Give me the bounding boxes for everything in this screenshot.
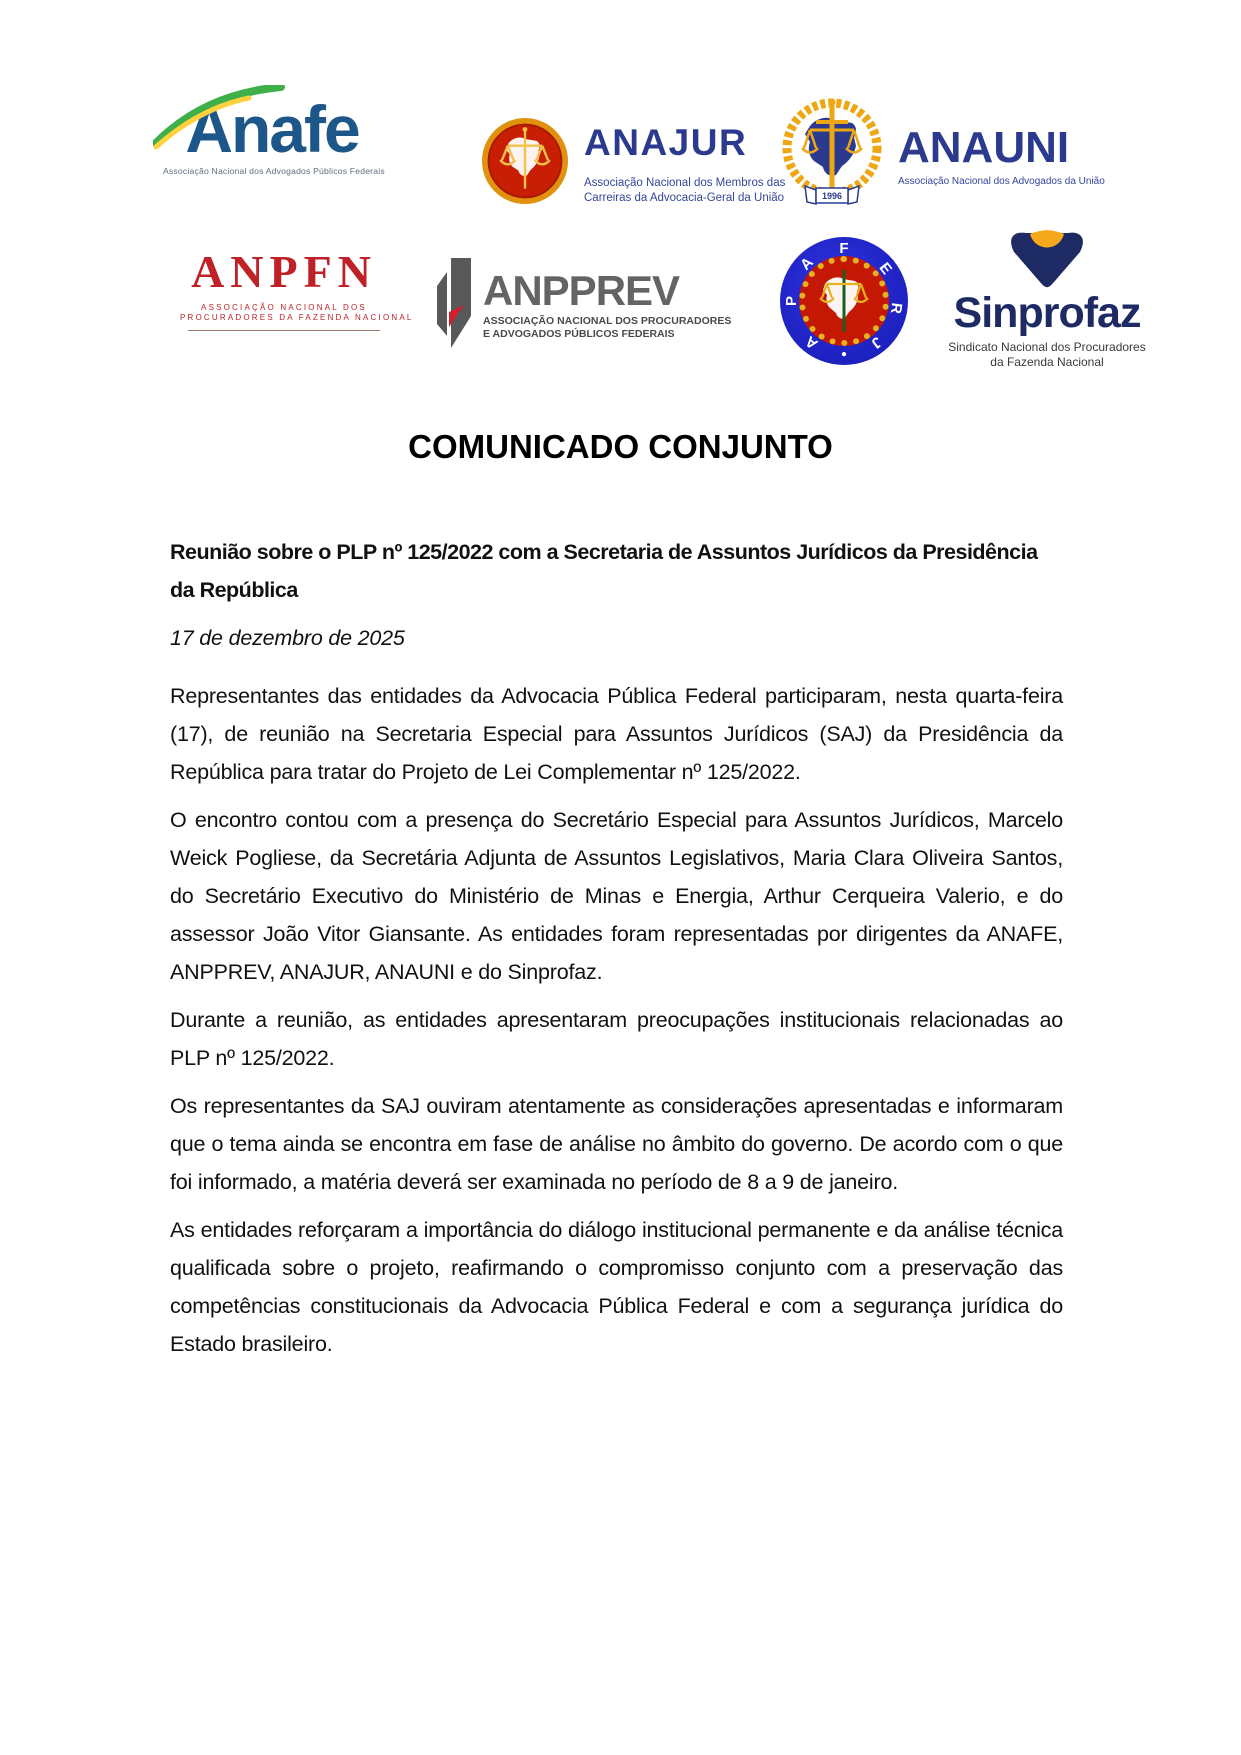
paragraph: As entidades reforçaram a importância do diálogo institucional permanente e da análise técnica qualificada sobre o projeto, reafirmando o compromisso conjunto com a preservação das competências constitucionais da Advocacia Pública Federal e com a segurança jurídica do Estado brasileiro. [170, 1218, 1063, 1356]
anpfn-underline [188, 330, 380, 331]
anafe-name: Anafe [185, 92, 359, 166]
apaferj-letter: E [875, 259, 896, 278]
paragraph: O encontro contou com a presença do Secretário Especial para Assuntos Jurídicos, Marcelo Weick Pogliese, da Secretária Adjunta de Assuntos Legislativos, Maria Clara Oliveira Santos, do Secretário Executivo do Ministério de Minas e Energia, Arthur Cerqueira Valerio, e do assessor João Vitor Giansante. As entidades foram representadas por dirigentes da ANAFE, ANPPREV, ANAJUR, ANAUNI e do Sinprofaz. [170, 808, 1063, 984]
document-date: 17 de dezembro de 2025 [170, 626, 405, 650]
anajur-scales-emblem-icon [482, 118, 568, 204]
anajur-wordmark: ANAJUR [584, 122, 748, 163]
anafe-wordmark [163, 92, 381, 166]
paragraph: Durante a reunião, as entidades apresentaram preocupações institucionais relacionadas ao PLP nº 125/2022. [170, 1008, 1063, 1070]
apaferj-letter: F [839, 240, 849, 257]
document-heading: Reunião sobre o PLP nº 125/2022 com a Secretaria de Assuntos Jurídicos da Presidência da República [170, 540, 1038, 602]
anpfn-subtitle: ASSOCIAÇÃO NACIONAL DOS PROCURADORES DA FAZENDA NACIONAL [180, 303, 414, 322]
anafe-logo [163, 92, 385, 176]
document-title: COMUNICADO CONJUNTO [408, 428, 833, 465]
anauni-wordmark: ANAUNI [898, 123, 1070, 172]
anauni-logo [776, 96, 1105, 215]
anauni-year: 1996 [821, 191, 843, 201]
apaferj-letter: J [867, 333, 885, 352]
sinprofaz-mark-icon [1004, 228, 1090, 290]
anpprev-subtitle: ASSOCIAÇÃO NACIONAL DOS PROCURADORES E ADVOGADOS PÚBLICOS FEDERAIS [483, 315, 732, 340]
anpfn-logo [180, 246, 414, 331]
anajur-logo [482, 118, 785, 206]
apaferj-letter: R [886, 301, 906, 315]
anauni-wreath-emblem-icon [776, 96, 888, 215]
anpprev-logo [435, 256, 731, 350]
paragraph: Representantes das entidades da Advocacia Pública Federal participaram, nesta quarta-feira (17), de reunião na Secretaria Especial para Assuntos Jurídicos (SAJ) da Presidência da República para tratar do Projeto de Lei Complementar nº 125/2022. [170, 684, 1063, 784]
paragraph: Os representantes da SAJ ouviram atentamente as considerações apresentadas e informaram que o tema ainda se encontra em fase de análise no âmbito do governo. De acordo com o que foi informado, a matéria deverá ser examinada no período de 8 a 9 de janeiro. [170, 1094, 1063, 1194]
apaferj-letter: P [783, 296, 800, 307]
apaferj-roundel-logo [780, 237, 908, 365]
apaferj-letter: A [802, 332, 822, 353]
document-body [170, 533, 1063, 1373]
anajur-subtitle: Associação Nacional dos Membros das Carreiras da Advocacia-Geral da União [584, 177, 786, 204]
anauni-subtitle: Associação Nacional dos Advogados da União [898, 176, 1105, 187]
apaferj-letter: A [797, 254, 817, 274]
anafe-subtitle: Associação Nacional dos Advogados Públicos Federais [163, 166, 385, 176]
sinprofaz-logo [938, 228, 1156, 370]
anpprev-mark-icon [435, 256, 473, 350]
anpprev-wordmark: ANPPREV [483, 267, 680, 314]
anpfn-wordmark: ANPFN [191, 246, 377, 297]
sinprofaz-subtitle: Sindicato Nacional dos Procuradores da Fazenda Nacional [948, 340, 1146, 369]
sinprofaz-wordmark: Sinprofaz [953, 289, 1141, 337]
apaferj-letter: • [841, 345, 847, 362]
